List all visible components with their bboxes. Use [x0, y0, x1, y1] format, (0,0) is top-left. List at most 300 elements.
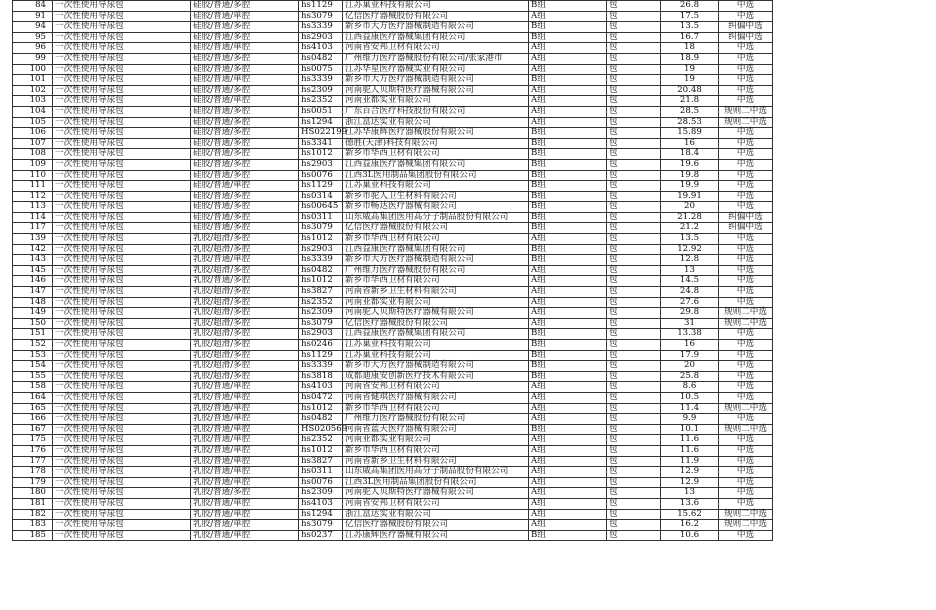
- group-cell: B组: [529, 22, 607, 33]
- company-name-cell: 亿信医疗器械股份有限公司: [343, 223, 529, 234]
- product-code-cell: hs2903: [299, 244, 343, 255]
- product-code-cell: hs1012: [299, 276, 343, 287]
- product-code-cell: hs0075: [299, 64, 343, 75]
- row-number-cell: 99: [13, 53, 53, 64]
- specification-cell: 硅胶/普通/单腔: [191, 43, 299, 54]
- product-name-cell: 一次性使用导尿包: [53, 445, 191, 456]
- group-cell: A组: [529, 477, 607, 488]
- group-cell: A组: [529, 96, 607, 107]
- group-cell: A组: [529, 117, 607, 128]
- price-cell: 19: [661, 75, 719, 86]
- row-number-cell: 175: [13, 435, 53, 446]
- specification-cell: 硅胶/普通/单腔: [191, 181, 299, 192]
- unit-cell: 包: [607, 435, 661, 446]
- product-name-cell: 一次性使用导尿包: [53, 435, 191, 446]
- result-cell: 中选: [719, 170, 773, 181]
- price-cell: 16: [661, 138, 719, 149]
- company-name-cell: 江苏华康辉医疗器械股份有限公司: [343, 128, 529, 139]
- specification-cell: 硅胶/普通/多腔: [191, 53, 299, 64]
- specification-cell: 乳胶/超滑/多腔: [191, 340, 299, 351]
- unit-cell: 包: [607, 212, 661, 223]
- row-number-cell: 84: [13, 1, 53, 12]
- row-number-cell: 164: [13, 392, 53, 403]
- company-name-cell: 江西3L医用制品集团股份有限公司: [343, 477, 529, 488]
- price-cell: 10.6: [661, 530, 719, 541]
- row-number-cell: 158: [13, 382, 53, 393]
- price-cell: 25.8: [661, 371, 719, 382]
- product-name-cell: 一次性使用导尿包: [53, 96, 191, 107]
- result-cell: 中选: [719, 297, 773, 308]
- company-name-cell: 江西益康医疗器械集团有限公司: [343, 159, 529, 170]
- row-number-cell: 177: [13, 456, 53, 467]
- unit-cell: 包: [607, 191, 661, 202]
- group-cell: A组: [529, 43, 607, 54]
- product-code-cell: hs3827: [299, 287, 343, 298]
- row-number-cell: 107: [13, 138, 53, 149]
- product-name-cell: 一次性使用导尿包: [53, 276, 191, 287]
- specification-cell: 硅胶/普通/多腔: [191, 128, 299, 139]
- price-cell: 27.6: [661, 297, 719, 308]
- product-code-cell: hs0472: [299, 392, 343, 403]
- result-cell: 中选: [719, 43, 773, 54]
- table-row: [13, 159, 773, 170]
- specification-cell: 硅胶/普通/多腔: [191, 117, 299, 128]
- price-cell: 28.5: [661, 106, 719, 117]
- product-code-cell: hs2352: [299, 96, 343, 107]
- table-row: [13, 128, 773, 139]
- unit-cell: 包: [607, 318, 661, 329]
- group-cell: A组: [529, 456, 607, 467]
- result-cell: 中选: [719, 329, 773, 340]
- price-cell: 31: [661, 318, 719, 329]
- result-cell: 中选: [719, 456, 773, 467]
- product-code-cell: hs1012: [299, 445, 343, 456]
- unit-cell: 包: [607, 287, 661, 298]
- row-number-cell: 110: [13, 170, 53, 181]
- price-cell: 20: [661, 361, 719, 372]
- product-name-cell: 一次性使用导尿包: [53, 403, 191, 414]
- price-cell: 17.5: [661, 11, 719, 22]
- company-name-cell: 江苏巢业科技有限公司: [343, 181, 529, 192]
- row-number-cell: 106: [13, 128, 53, 139]
- price-cell: 10.1: [661, 424, 719, 435]
- row-number-cell: 180: [13, 488, 53, 499]
- row-number-cell: 96: [13, 43, 53, 54]
- price-cell: 20: [661, 202, 719, 213]
- product-name-cell: 一次性使用导尿包: [53, 456, 191, 467]
- product-name-cell: 一次性使用导尿包: [53, 53, 191, 64]
- product-code-cell: hs3079: [299, 223, 343, 234]
- row-number-cell: 117: [13, 223, 53, 234]
- company-name-cell: 河南省新乡卫生材料有限公司: [343, 287, 529, 298]
- product-name-cell: 一次性使用导尿包: [53, 392, 191, 403]
- product-code-cell: hs4103: [299, 498, 343, 509]
- price-cell: 21.2: [661, 223, 719, 234]
- unit-cell: 包: [607, 297, 661, 308]
- row-number-cell: 149: [13, 308, 53, 319]
- product-name-cell: 一次性使用导尿包: [53, 265, 191, 276]
- row-number-cell: 181: [13, 498, 53, 509]
- result-cell: 规则二中选: [719, 106, 773, 117]
- product-code-cell: hs1129: [299, 350, 343, 361]
- product-code-cell: hs0076: [299, 477, 343, 488]
- result-cell: 规则二中选: [719, 424, 773, 435]
- product-code-cell: hs2352: [299, 297, 343, 308]
- group-cell: A组: [529, 11, 607, 22]
- result-cell: 中选: [719, 96, 773, 107]
- product-name-cell: 一次性使用导尿包: [53, 509, 191, 520]
- specification-cell: 硅胶/普通/多腔: [191, 85, 299, 96]
- specification-cell: 硅胶/普通/单腔: [191, 75, 299, 86]
- row-number-cell: 153: [13, 350, 53, 361]
- table-row: [13, 287, 773, 298]
- company-name-cell: 河南亚都实业有限公司: [343, 96, 529, 107]
- price-cell: 13.5: [661, 22, 719, 33]
- group-cell: A组: [529, 234, 607, 245]
- row-number-cell: 166: [13, 414, 53, 425]
- price-cell: 19.91: [661, 191, 719, 202]
- product-code-cell: hs1012: [299, 403, 343, 414]
- price-cell: 26.8: [661, 1, 719, 12]
- product-name-cell: 一次性使用导尿包: [53, 138, 191, 149]
- price-cell: 11.6: [661, 445, 719, 456]
- product-name-cell: 一次性使用导尿包: [53, 414, 191, 425]
- group-cell: A组: [529, 392, 607, 403]
- specification-cell: 乳胶/普通/多腔: [191, 276, 299, 287]
- company-name-cell: 新乡市驼人卫生材料有限公司: [343, 191, 529, 202]
- product-name-cell: 一次性使用导尿包: [53, 329, 191, 340]
- price-cell: 19.9: [661, 181, 719, 192]
- company-name-cell: 成都迪康安创新医疗技术有限公司: [343, 371, 529, 382]
- specification-cell: 硅胶/普通/多腔: [191, 22, 299, 33]
- specification-cell: 乳胶/普通/单腔: [191, 255, 299, 266]
- unit-cell: 包: [607, 255, 661, 266]
- table-row: [13, 255, 773, 266]
- row-number-cell: 142: [13, 244, 53, 255]
- row-number-cell: 167: [13, 424, 53, 435]
- result-cell: 中选: [719, 477, 773, 488]
- row-number-cell: 178: [13, 467, 53, 478]
- group-cell: B组: [529, 75, 607, 86]
- product-code-cell: hs3818: [299, 371, 343, 382]
- company-name-cell: 新乡市大方医疗器械制造有限公司: [343, 255, 529, 266]
- unit-cell: 包: [607, 445, 661, 456]
- specification-cell: 乳胶/超滑/多腔: [191, 371, 299, 382]
- product-name-cell: 一次性使用导尿包: [53, 382, 191, 393]
- price-cell: 9.9: [661, 414, 719, 425]
- row-number-cell: 104: [13, 106, 53, 117]
- product-code-cell: hs3339: [299, 361, 343, 372]
- price-cell: 18: [661, 43, 719, 54]
- result-cell: 中选: [719, 392, 773, 403]
- price-cell: 19.6: [661, 159, 719, 170]
- product-name-cell: 一次性使用导尿包: [53, 244, 191, 255]
- company-name-cell: 新乡市华西卫材有限公司: [343, 149, 529, 160]
- result-cell: 中选: [719, 181, 773, 192]
- company-name-cell: 河南省新乡卫生材料有限公司: [343, 456, 529, 467]
- specification-cell: 硅胶/普通/单腔: [191, 11, 299, 22]
- product-code-cell: hs1294: [299, 509, 343, 520]
- product-name-cell: 一次性使用导尿包: [53, 170, 191, 181]
- product-code-cell: hs00645: [299, 202, 343, 213]
- table-row: [13, 170, 773, 181]
- result-cell: 中选: [719, 287, 773, 298]
- result-cell: 中选: [719, 255, 773, 266]
- price-cell: 12.9: [661, 477, 719, 488]
- row-number-cell: 103: [13, 96, 53, 107]
- company-name-cell: 广州维力医疗器械股份有限公司: [343, 414, 529, 425]
- price-cell: 12.9: [661, 467, 719, 478]
- group-cell: A组: [529, 520, 607, 531]
- unit-cell: 包: [607, 392, 661, 403]
- product-code-cell: hs1294: [299, 117, 343, 128]
- unit-cell: 包: [607, 170, 661, 181]
- group-cell: A组: [529, 53, 607, 64]
- company-name-cell: 河南省安邦卫材有限公司: [343, 382, 529, 393]
- specification-cell: 乳胶/普通/单腔: [191, 530, 299, 541]
- specification-cell: 乳胶/普通/单腔: [191, 509, 299, 520]
- table-row: [13, 445, 773, 456]
- result-cell: 中选: [719, 191, 773, 202]
- company-name-cell: 广州维力医疗器械股份有限公司/张家港市: [343, 53, 529, 64]
- row-number-cell: 94: [13, 22, 53, 33]
- group-cell: A组: [529, 403, 607, 414]
- table-row: [13, 181, 773, 192]
- specification-cell: 乳胶/普通/单腔: [191, 467, 299, 478]
- price-cell: 16.2: [661, 520, 719, 531]
- product-name-cell: 一次性使用导尿包: [53, 234, 191, 245]
- group-cell: B组: [529, 202, 607, 213]
- product-name-cell: 一次性使用导尿包: [53, 159, 191, 170]
- result-cell: 中选: [719, 350, 773, 361]
- table-row: [13, 329, 773, 340]
- specification-cell: 硅胶/普通/多腔: [191, 149, 299, 160]
- price-cell: 11.9: [661, 456, 719, 467]
- result-cell: 纠偏中选: [719, 223, 773, 234]
- row-number-cell: 113: [13, 202, 53, 213]
- specification-cell: 硅胶/普通/多腔: [191, 138, 299, 149]
- price-cell: 11.6: [661, 435, 719, 446]
- table-row: [13, 509, 773, 520]
- row-number-cell: 152: [13, 340, 53, 351]
- product-code-cell: hs2309: [299, 488, 343, 499]
- table-row: [13, 234, 773, 245]
- unit-cell: 包: [607, 530, 661, 541]
- unit-cell: 包: [607, 117, 661, 128]
- company-name-cell: 江苏巢业科技有限公司: [343, 340, 529, 351]
- product-code-cell: hs4103: [299, 382, 343, 393]
- group-cell: B组: [529, 371, 607, 382]
- result-cell: 中选: [719, 202, 773, 213]
- row-number-cell: 101: [13, 75, 53, 86]
- company-name-cell: 江苏巢业科技有限公司: [343, 1, 529, 12]
- company-name-cell: 河南省安邦卫材有限公司: [343, 498, 529, 509]
- specification-cell: 乳胶/超滑/多腔: [191, 318, 299, 329]
- product-name-cell: 一次性使用导尿包: [53, 85, 191, 96]
- company-name-cell: 新乡市华西卫材有限公司: [343, 234, 529, 245]
- specification-cell: 硅胶/普通/单腔: [191, 96, 299, 107]
- table-row: [13, 498, 773, 509]
- unit-cell: 包: [607, 424, 661, 435]
- company-name-cell: 河南省蓝天医疗器械有限公司: [343, 424, 529, 435]
- product-name-cell: 一次性使用导尿包: [53, 297, 191, 308]
- price-cell: 19.8: [661, 170, 719, 181]
- company-name-cell: 新乡市大方医疗器械制造有限公司: [343, 361, 529, 372]
- table-row: [13, 414, 773, 425]
- result-cell: 中选: [719, 11, 773, 22]
- price-cell: 15.62: [661, 509, 719, 520]
- unit-cell: 包: [607, 202, 661, 213]
- result-cell: 中选: [719, 371, 773, 382]
- row-number-cell: 150: [13, 318, 53, 329]
- product-name-cell: 一次性使用导尿包: [53, 202, 191, 213]
- price-cell: 13.38: [661, 329, 719, 340]
- table-row: [13, 75, 773, 86]
- specification-cell: 乳胶/超滑/多腔: [191, 350, 299, 361]
- unit-cell: 包: [607, 276, 661, 287]
- row-number-cell: 108: [13, 149, 53, 160]
- product-code-cell: hs1129: [299, 1, 343, 12]
- result-cell: 中选: [719, 498, 773, 509]
- product-name-cell: 一次性使用导尿包: [53, 181, 191, 192]
- product-code-cell: hs3079: [299, 318, 343, 329]
- unit-cell: 包: [607, 106, 661, 117]
- specification-cell: 硅胶/普通/多腔: [191, 64, 299, 75]
- company-name-cell: 山东威高集团医用高分子制品股份有限公司: [343, 212, 529, 223]
- result-cell: 中选: [719, 361, 773, 372]
- table-row: [13, 340, 773, 351]
- result-cell: 规则二中选: [719, 520, 773, 531]
- row-number-cell: 102: [13, 85, 53, 96]
- company-name-cell: 亿信医疗器械股份有限公司: [343, 520, 529, 531]
- product-code-cell: HS022199: [299, 128, 343, 139]
- company-name-cell: 河南驼人贝斯特医疗器械有限公司: [343, 488, 529, 499]
- price-cell: 13: [661, 265, 719, 276]
- product-code-cell: hs3339: [299, 22, 343, 33]
- result-cell: 中选: [719, 149, 773, 160]
- row-number-cell: 112: [13, 191, 53, 202]
- product-code-cell: hs2903: [299, 32, 343, 43]
- specification-cell: 乳胶/超滑/多腔: [191, 361, 299, 372]
- specification-cell: 乳胶/超滑/多腔: [191, 329, 299, 340]
- specification-cell: 硅胶/普通/多腔: [191, 32, 299, 43]
- group-cell: B组: [529, 255, 607, 266]
- group-cell: A组: [529, 276, 607, 287]
- table-row: [13, 392, 773, 403]
- group-cell: B组: [529, 244, 607, 255]
- product-name-cell: 一次性使用导尿包: [53, 43, 191, 54]
- specification-cell: 乳胶/普通/单腔: [191, 445, 299, 456]
- result-cell: 中选: [719, 244, 773, 255]
- product-code-cell: hs2903: [299, 159, 343, 170]
- specification-cell: 乳胶/超滑/多腔: [191, 234, 299, 245]
- specification-cell: 乳胶/普通/单腔: [191, 392, 299, 403]
- row-number-cell: 148: [13, 297, 53, 308]
- group-cell: B组: [529, 350, 607, 361]
- result-cell: 中选: [719, 435, 773, 446]
- product-code-cell: hs1129: [299, 181, 343, 192]
- table-row: [13, 53, 773, 64]
- company-name-cell: 江苏华星医疗器械实业有限公司: [343, 64, 529, 75]
- unit-cell: 包: [607, 11, 661, 22]
- product-name-cell: 一次性使用导尿包: [53, 340, 191, 351]
- result-cell: 中选: [719, 488, 773, 499]
- product-name-cell: 一次性使用导尿包: [53, 191, 191, 202]
- result-cell: 中选: [719, 75, 773, 86]
- result-cell: 中选: [719, 53, 773, 64]
- company-name-cell: 江苏巢业科技有限公司: [343, 350, 529, 361]
- table-row: [13, 149, 773, 160]
- product-code-cell: hs3341: [299, 138, 343, 149]
- unit-cell: 包: [607, 350, 661, 361]
- unit-cell: 包: [607, 456, 661, 467]
- group-cell: A组: [529, 498, 607, 509]
- product-name-cell: 一次性使用导尿包: [53, 64, 191, 75]
- bid-results-table: [12, 0, 773, 541]
- product-name-cell: 一次性使用导尿包: [53, 255, 191, 266]
- price-cell: 8.6: [661, 382, 719, 393]
- product-code-cell: hs0482: [299, 53, 343, 64]
- result-cell: 规则二中选: [719, 308, 773, 319]
- group-cell: B组: [529, 424, 607, 435]
- product-name-cell: 一次性使用导尿包: [53, 424, 191, 435]
- row-number-cell: 145: [13, 265, 53, 276]
- result-cell: 中选: [719, 159, 773, 170]
- table-row: [13, 96, 773, 107]
- group-cell: B组: [529, 530, 607, 541]
- product-name-cell: 一次性使用导尿包: [53, 212, 191, 223]
- product-code-cell: hs4103: [299, 43, 343, 54]
- table-row: [13, 382, 773, 393]
- document-sheet: [12, 0, 924, 541]
- group-cell: B组: [529, 361, 607, 372]
- result-cell: 中选: [719, 382, 773, 393]
- group-cell: A组: [529, 265, 607, 276]
- product-name-cell: 一次性使用导尿包: [53, 287, 191, 298]
- row-number-cell: 154: [13, 361, 53, 372]
- specification-cell: 乳胶/普通/单腔: [191, 520, 299, 531]
- product-name-cell: 一次性使用导尿包: [53, 477, 191, 488]
- company-name-cell: 江西益康医疗器械集团有限公司: [343, 32, 529, 43]
- price-cell: 18.9: [661, 53, 719, 64]
- table-row: [13, 43, 773, 54]
- price-cell: 24.8: [661, 287, 719, 298]
- unit-cell: 包: [607, 403, 661, 414]
- result-cell: 纠偏中选: [719, 212, 773, 223]
- group-cell: A组: [529, 414, 607, 425]
- unit-cell: 包: [607, 32, 661, 43]
- group-cell: B组: [529, 32, 607, 43]
- specification-cell: 乳胶/超滑/多腔: [191, 244, 299, 255]
- specification-cell: 乳胶/超滑/多腔: [191, 297, 299, 308]
- product-name-cell: 一次性使用导尿包: [53, 11, 191, 22]
- product-name-cell: 一次性使用导尿包: [53, 1, 191, 12]
- company-name-cell: 新乡市华西卫材有限公司: [343, 445, 529, 456]
- product-name-cell: 一次性使用导尿包: [53, 520, 191, 531]
- company-name-cell: 亿信医疗器械股份有限公司: [343, 11, 529, 22]
- specification-cell: 硅胶/普通/多腔: [191, 159, 299, 170]
- unit-cell: 包: [607, 149, 661, 160]
- unit-cell: 包: [607, 265, 661, 276]
- price-cell: 20.48: [661, 85, 719, 96]
- unit-cell: 包: [607, 488, 661, 499]
- result-cell: 中选: [719, 64, 773, 75]
- row-number-cell: 111: [13, 181, 53, 192]
- result-cell: 中选: [719, 265, 773, 276]
- product-code-cell: hs2309: [299, 85, 343, 96]
- company-name-cell: 河南省健琪医疗器械有限公司: [343, 392, 529, 403]
- product-name-cell: 一次性使用导尿包: [53, 32, 191, 43]
